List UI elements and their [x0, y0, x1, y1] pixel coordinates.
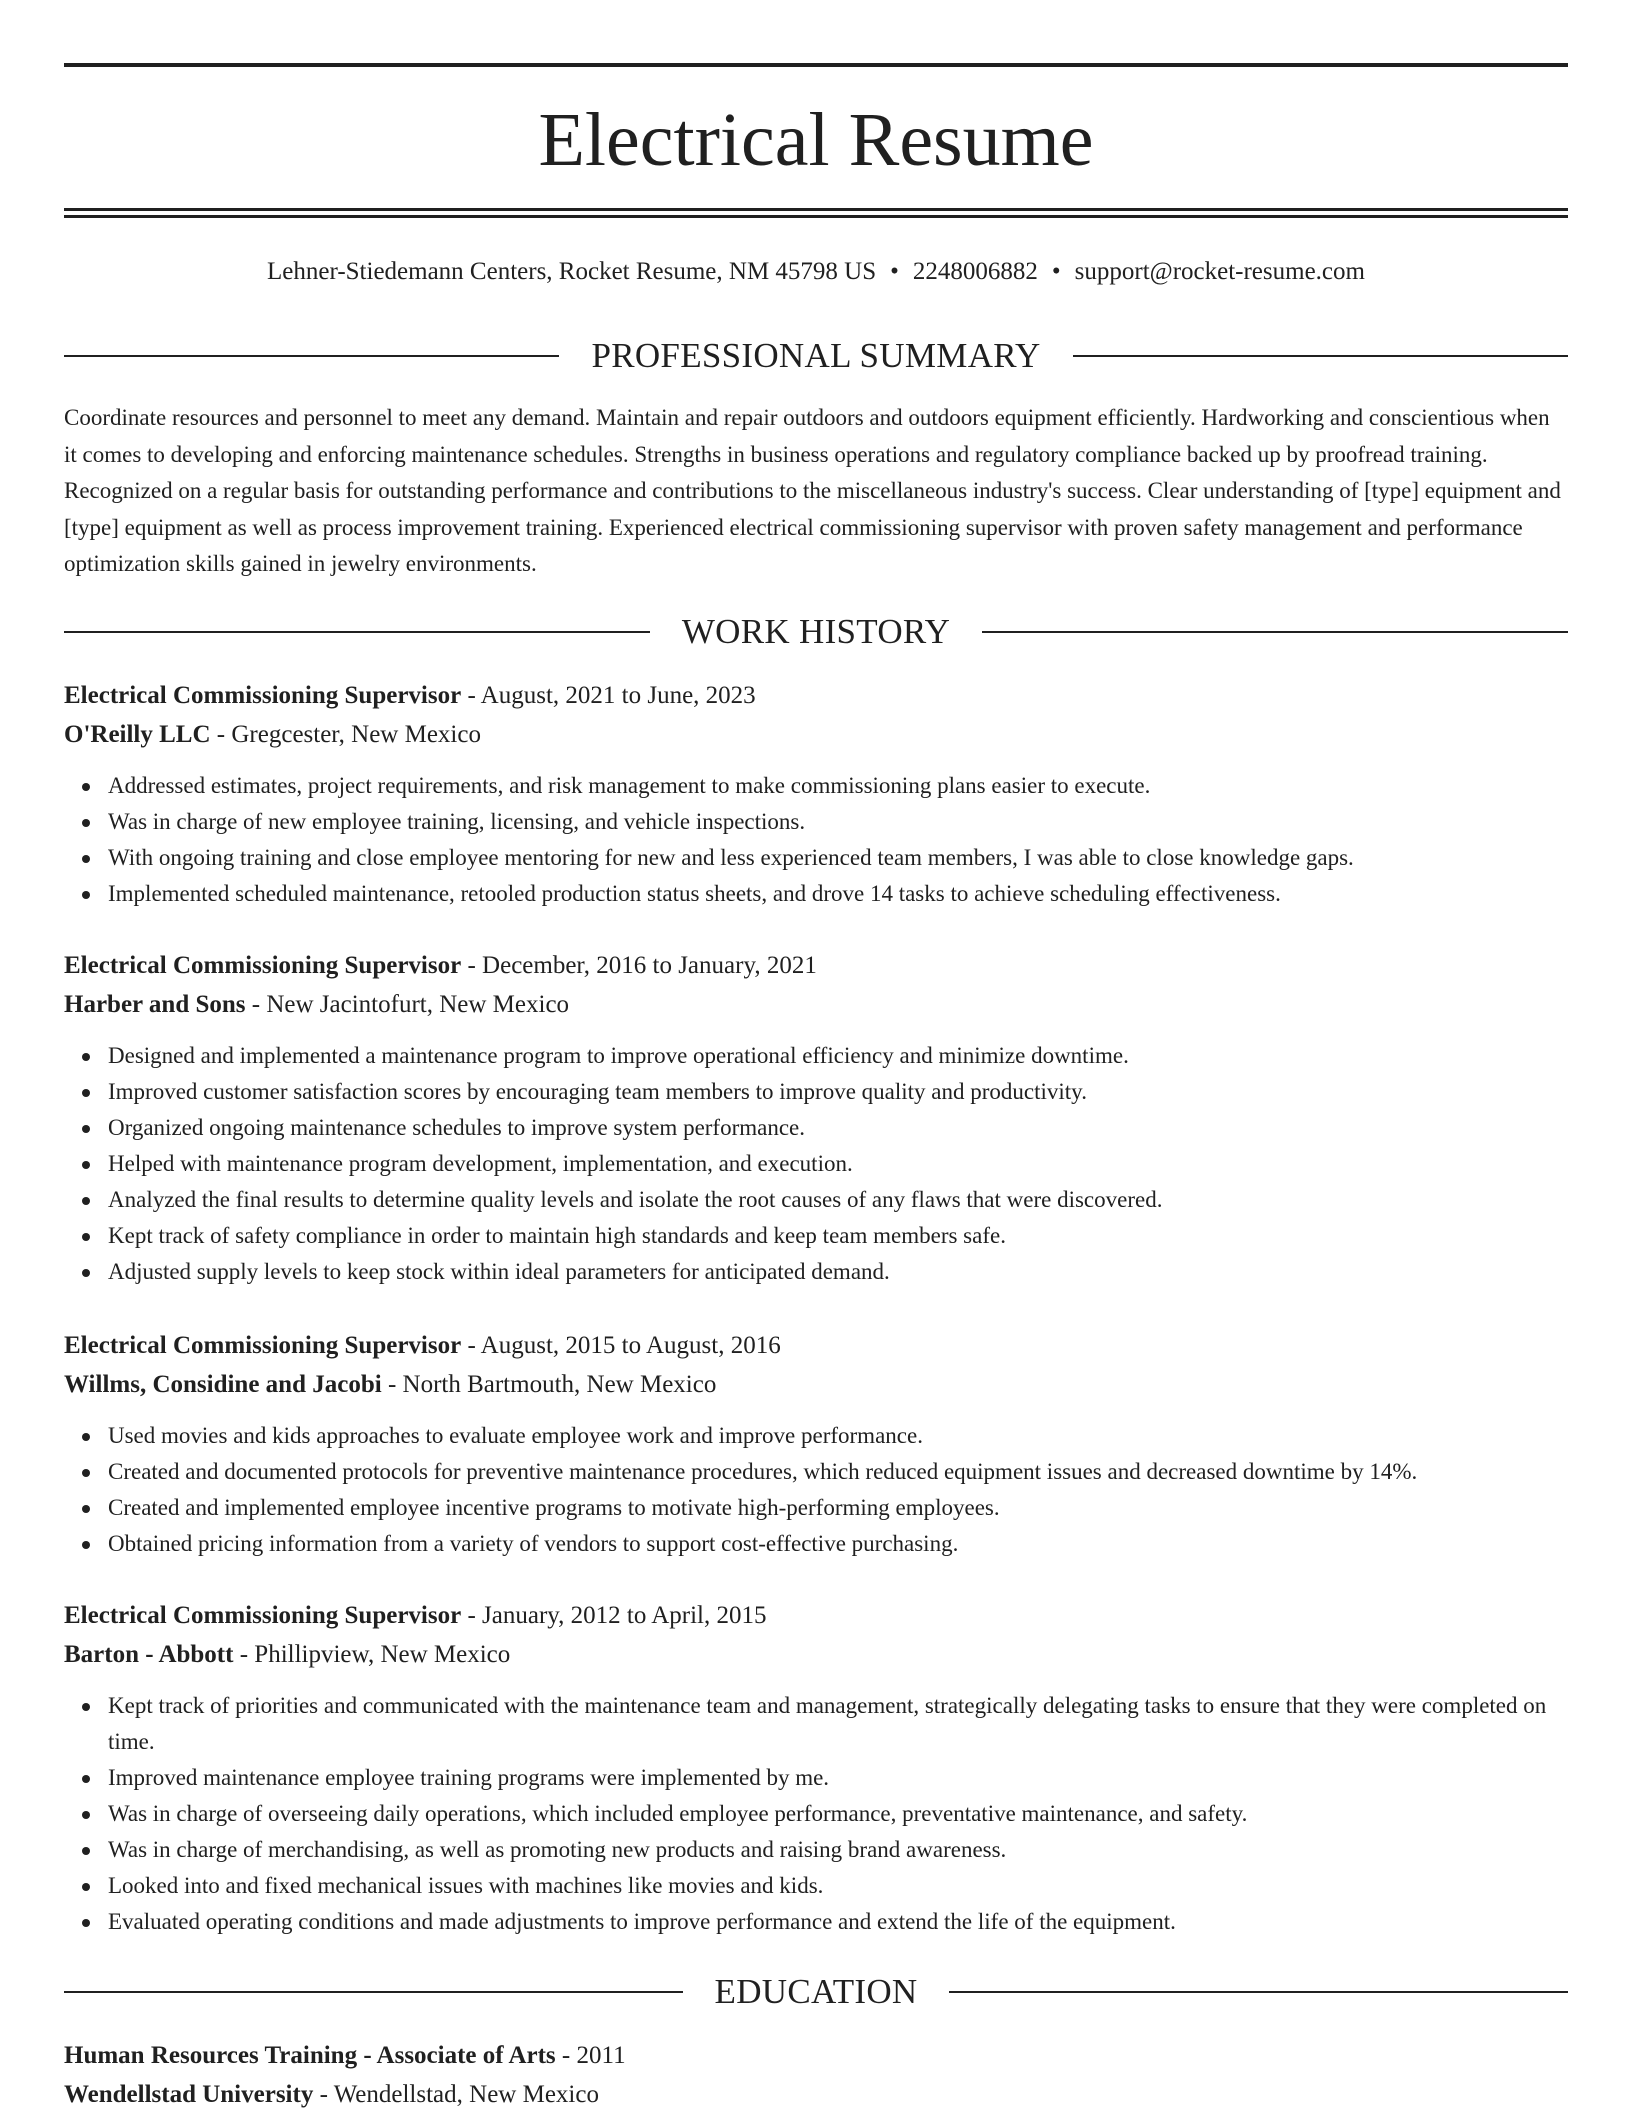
- job-dates: - January, 2012 to April, 2015: [461, 1602, 767, 1629]
- contact-address: Lehner-Stiedemann Centers, Rocket Resume, NM 45798 US: [267, 258, 877, 285]
- header-bottom-rule-double: [64, 215, 1568, 218]
- list-item: Was in charge of new employee training, licensing, and vehicle inspections.: [108, 804, 1568, 840]
- heading-rule-right: [1073, 355, 1568, 357]
- list-item: Was in charge of overseeing daily operations, which included employee performance, preventative maintenance, and safety.: [108, 1796, 1568, 1832]
- list-item: Obtained pricing information from a variety of vendors to support cost-effective purchasing.: [108, 1526, 1568, 1562]
- education-school-line: [64, 2075, 1568, 2114]
- list-item: Implemented scheduled maintenance, retooled production status sheets, and drove 14 tasks to achieve scheduling effectiveness.: [108, 876, 1568, 912]
- list-item: Adjusted supply levels to keep stock within ideal parameters for anticipated demand.: [108, 1254, 1568, 1290]
- job-company-line: [64, 715, 1568, 754]
- job-location: - New Jacintofurt, New Mexico: [245, 991, 570, 1018]
- job-bullets: [64, 1688, 1568, 1940]
- section-heading-summary: [64, 336, 1568, 376]
- summary-text: Coordinate resources and personnel to meet any demand. Maintain and repair outdoors and outdoors equipment efficiently. Hardworking and conscientious when it comes to developing and enforcing maintenance schedules. Strengths in business operations and regulatory compliance backed up by proofread training. Recognized on a regular basis for outstanding performance and contributions to the miscellaneous industry's success. Clear understanding of [type] equipment and [type] equipment as well as process improvement training. Experienced electrical commissioning supervisor with proven safety management and performance optimization skills gained in jewelry environments.: [64, 405, 1561, 576]
- bullet-separator: •: [1051, 258, 1061, 285]
- list-item: Used movies and kids approaches to evaluate employee work and improve performance.: [108, 1418, 1568, 1454]
- list-item: Created and documented protocols for preventive maintenance procedures, which reduced equipment issues and decreased downtime by 14%.: [108, 1454, 1568, 1490]
- job-company: Harber and Sons: [64, 991, 246, 1018]
- job-title: Electrical Commissioning Supervisor: [64, 682, 462, 709]
- list-item: Helped with maintenance program development, implementation, and execution.: [108, 1146, 1568, 1182]
- education-entry: [64, 2036, 1568, 2114]
- job-company: Barton - Abbott: [64, 1641, 234, 1668]
- education-school: Wendellstad University: [64, 2081, 314, 2108]
- list-item: Improved customer satisfaction scores by encouraging team members to improve quality and productivity.: [108, 1074, 1568, 1110]
- section-heading-work: [64, 612, 1568, 652]
- job-company: Willms, Considine and Jacobi: [64, 1371, 382, 1398]
- list-item: Organized ongoing maintenance schedules to improve system performance.: [108, 1110, 1568, 1146]
- job-entry: [64, 946, 1568, 1290]
- job-title-line: [64, 946, 1568, 985]
- education-degree-line: [64, 2036, 1568, 2075]
- list-item: Designed and implemented a maintenance program to improve operational efficiency and minimize downtime.: [108, 1038, 1568, 1074]
- contact-phone: 2248006882: [912, 258, 1038, 285]
- header-top-rule: [64, 63, 1568, 67]
- section-title: EDUCATION: [714, 1972, 918, 2011]
- job-title-line: [64, 676, 1568, 715]
- list-item: With ongoing training and close employee mentoring for new and less experienced team members, I was able to close knowledge gaps.: [108, 840, 1568, 876]
- list-item: Created and implemented employee incentive programs to motivate high-performing employees.: [108, 1490, 1568, 1526]
- job-company: O'Reilly LLC: [64, 721, 211, 748]
- job-location: - North Bartmouth, New Mexico: [381, 1371, 717, 1398]
- job-title: Electrical Commissioning Supervisor: [64, 1602, 462, 1629]
- list-item: Evaluated operating conditions and made adjustments to improve performance and extend the life of the equipment.: [108, 1904, 1568, 1940]
- heading-rule-left: [64, 1991, 683, 1993]
- job-entry: [64, 1326, 1568, 1562]
- heading-rule-left: [64, 631, 650, 633]
- job-bullets: [64, 1418, 1568, 1562]
- job-entry: [64, 676, 1568, 912]
- job-dates: - December, 2016 to January, 2021: [461, 952, 817, 979]
- job-dates: - August, 2021 to June, 2023: [461, 682, 756, 709]
- section-title: PROFESSIONAL SUMMARY: [591, 336, 1041, 375]
- job-company-line: [64, 1635, 1568, 1674]
- job-dates: - August, 2015 to August, 2016: [461, 1332, 781, 1359]
- heading-rule-right: [949, 1991, 1568, 1993]
- bullet-separator: •: [890, 258, 899, 285]
- contact-line: [64, 254, 1568, 290]
- job-bullets: [64, 1038, 1568, 1290]
- header-bottom-rule: [64, 208, 1568, 211]
- education-year: - 2011: [555, 2042, 626, 2069]
- job-title-line: [64, 1326, 1568, 1365]
- job-title: Electrical Commissioning Supervisor: [64, 1332, 462, 1359]
- section-title: WORK HISTORY: [681, 612, 951, 651]
- list-item: Addressed estimates, project requirements, and risk management to make commissioning plans easier to execute.: [108, 768, 1568, 804]
- list-item: Was in charge of merchandising, as well as promoting new products and raising brand awareness.: [108, 1832, 1568, 1868]
- education-location: - Wendellstad, New Mexico: [313, 2081, 599, 2108]
- job-entry: [64, 1596, 1568, 1940]
- education-degree: Human Resources Training - Associate of Arts: [64, 2042, 556, 2069]
- contact-email: support@rocket-resume.com: [1074, 258, 1365, 285]
- list-item: Looked into and fixed mechanical issues with machines like movies and kids.: [108, 1868, 1568, 1904]
- list-item: Improved maintenance employee training programs were implemented by me.: [108, 1760, 1568, 1796]
- job-location: - Phillipview, New Mexico: [233, 1641, 511, 1668]
- job-company-line: [64, 985, 1568, 1024]
- list-item: Analyzed the final results to determine quality levels and isolate the root causes of any flaws that were discovered.: [108, 1182, 1568, 1218]
- section-heading-education: [64, 1972, 1568, 2012]
- job-title-line: [64, 1596, 1568, 1635]
- job-location: - Gregcester, New Mexico: [210, 721, 481, 748]
- list-item: Kept track of safety compliance in order to maintain high standards and keep team members safe.: [108, 1218, 1568, 1254]
- job-company-line: [64, 1365, 1568, 1404]
- job-title: Electrical Commissioning Supervisor: [64, 952, 462, 979]
- list-item: Kept track of priorities and communicated with the maintenance team and management, strategically delegating tasks to ensure that they were completed on time.: [108, 1688, 1568, 1760]
- resume-title: Electrical Resume: [538, 98, 1094, 182]
- heading-rule-right: [982, 631, 1568, 633]
- job-bullets: [64, 768, 1568, 912]
- heading-rule-left: [64, 355, 559, 357]
